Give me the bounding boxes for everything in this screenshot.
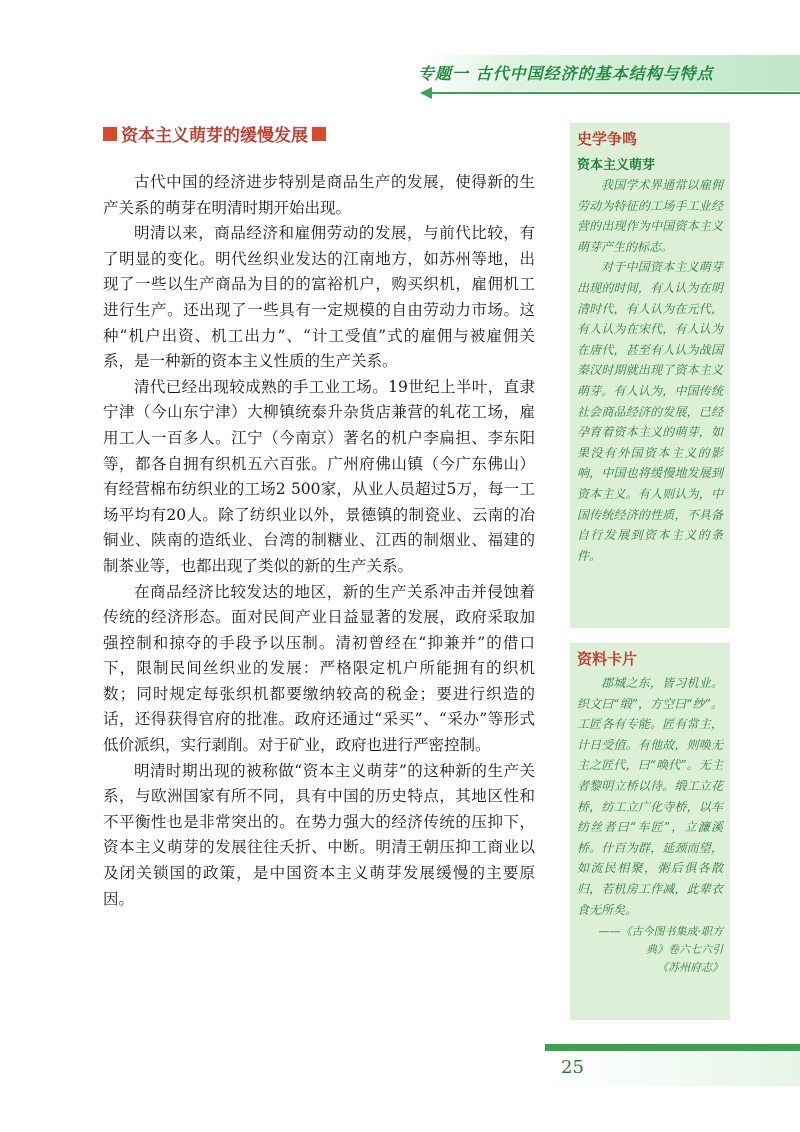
chapter-title: 专题一 古代中国经济的基本结构与特点 [418, 64, 714, 83]
source-line: 典》卷六七六引 [646, 943, 723, 957]
paragraph: 清代已经出现较成熟的手工业工场。19世纪上半叶，直隶宁津（今山东宁津）大柳镇统泰升杂货店兼营的轧花工场，雇用工人一百多人。江宁（今南京）著名的机户李扁担、李东阳等，都各自拥有织机五六百张。广州府佛山镇（今广东佛山）有经营棉布纺织业的工场2 500家，从业人员超过5万，每一工场平均有20人。除了纺织业以外，景德镇的制瓷业、云南的冶铜业、陕南的造纸业、台湾的制糖业、江西的制烟业、福建的制茶业等，也都出现了类似的新的生产关系。 [103, 377, 535, 575]
sidebar-paragraph: 对于中国资本主义萌芽出现的时间，有人认为在明清时代，有人认为在元代，有人认为在宋代，有人认为在唐代，甚至有人认为战国秦汉时期就出现了资本主义萌芽。有人认为，中国传统社会商品经济的发展，已经孕育着资本主义的萌芽，如果没有外国资本主义的影响，中国也将缓慢地发展到资本主义。有人则认为，中国传统经济的性质，不具备自行发展到资本主义的条件。 [577, 260, 723, 563]
page-number: 25 [561, 1057, 584, 1078]
paragraph: 明清以来，商品经济和雇佣劳动的发展，与前代比较，有了明显的变化。明代丝织业发达的江南地方，如苏州等地，出现了一些以生产商品为目的的富裕机户，购买织机，雇佣机工进行生产。还出现了一些具有一定规模的自由劳动力市场。这种“机户出资、机工出力”、“计工受值”式的雇佣与被雇佣关系，是一种新的资本主义性质的生产关系。 [103, 224, 535, 371]
main-text [103, 170, 535, 912]
sidebar-debate [570, 123, 730, 628]
footer-rule [545, 1044, 800, 1051]
source-line: 《苏州府志》 [657, 961, 723, 975]
paragraph: 在商品经济比较发达的地区，新的生产关系冲击并侵蚀着传统的经济形态。面对民间产业日益显著的发展，政府采取加强控制和掠夺的手段予以压制。清初曾经在“抑兼并”的借口下，限制民间丝织业的发展：严格限定机户所能拥有的织机数；同时规定每张织机都要缴纳较高的税金；要进行织造的话，还得获得官府的批准。政府还通过“采买”、“采办”等形式低价派织，实行剥削。对于矿业，政府也进行严密控制。 [103, 582, 535, 755]
paragraph: 古代中国的经济进步特别是商品生产的发展，使得新的生产关系的萌芽在明清时期开始出现。 [103, 173, 535, 217]
section-title-text: 资本主义萌芽的缓慢发展 [121, 126, 308, 146]
header-rule [430, 92, 800, 94]
source-citation [570, 920, 730, 977]
sidebar-paragraph: 郡城之东，皆习机业。织文曰“缎”，方空曰“纱”。工匠各有专能。匠有常主，计日受值。有他故，则唤无主之匠代，曰“唤代”。无主者黎明立桥以待。缎工立花桥，纺工立广化寺桥，以车纺丝者曰“车匠”，立濂溪桥。什百为群，延颈而望，如流民相聚，粥后俱各散归，若机房工作减，此辈衣食无所矣。 [577, 676, 723, 917]
paragraph: 明清时期出现的被称做“资本主义萌芽”的这种新的生产关系，与欧洲国家有所不同，具有中国的历史特点，其地区性和不平衡性也是非常突出的。在势力强大的经济传统的压抑下，资本主义萌芽的发展往往夭折、中断。明清王朝压抑工商业以及闭关锁国的政策，是中国资本主义萌芽发展缓慢的主要原因。 [103, 761, 535, 908]
sidebar-body [570, 669, 730, 920]
sidebar-heading: 史学争鸣 [577, 130, 638, 148]
section-title [103, 121, 326, 146]
square-bullet-icon [103, 127, 117, 141]
sidebar-paragraph: 我国学术界通常以雇佣劳动为特征的工场手工业经营的出现作为中国资本主义萌芽产生的标志。 [577, 178, 723, 254]
sidebar-subheading: 资本主义萌芽 [577, 158, 656, 173]
source-line: ——《古今图书集成·职方 [598, 925, 723, 939]
sidebar-card [570, 643, 730, 1020]
square-bullet-icon [312, 127, 326, 141]
sidebar-body [570, 175, 730, 566]
sidebar-heading: 资料卡片 [577, 650, 638, 668]
